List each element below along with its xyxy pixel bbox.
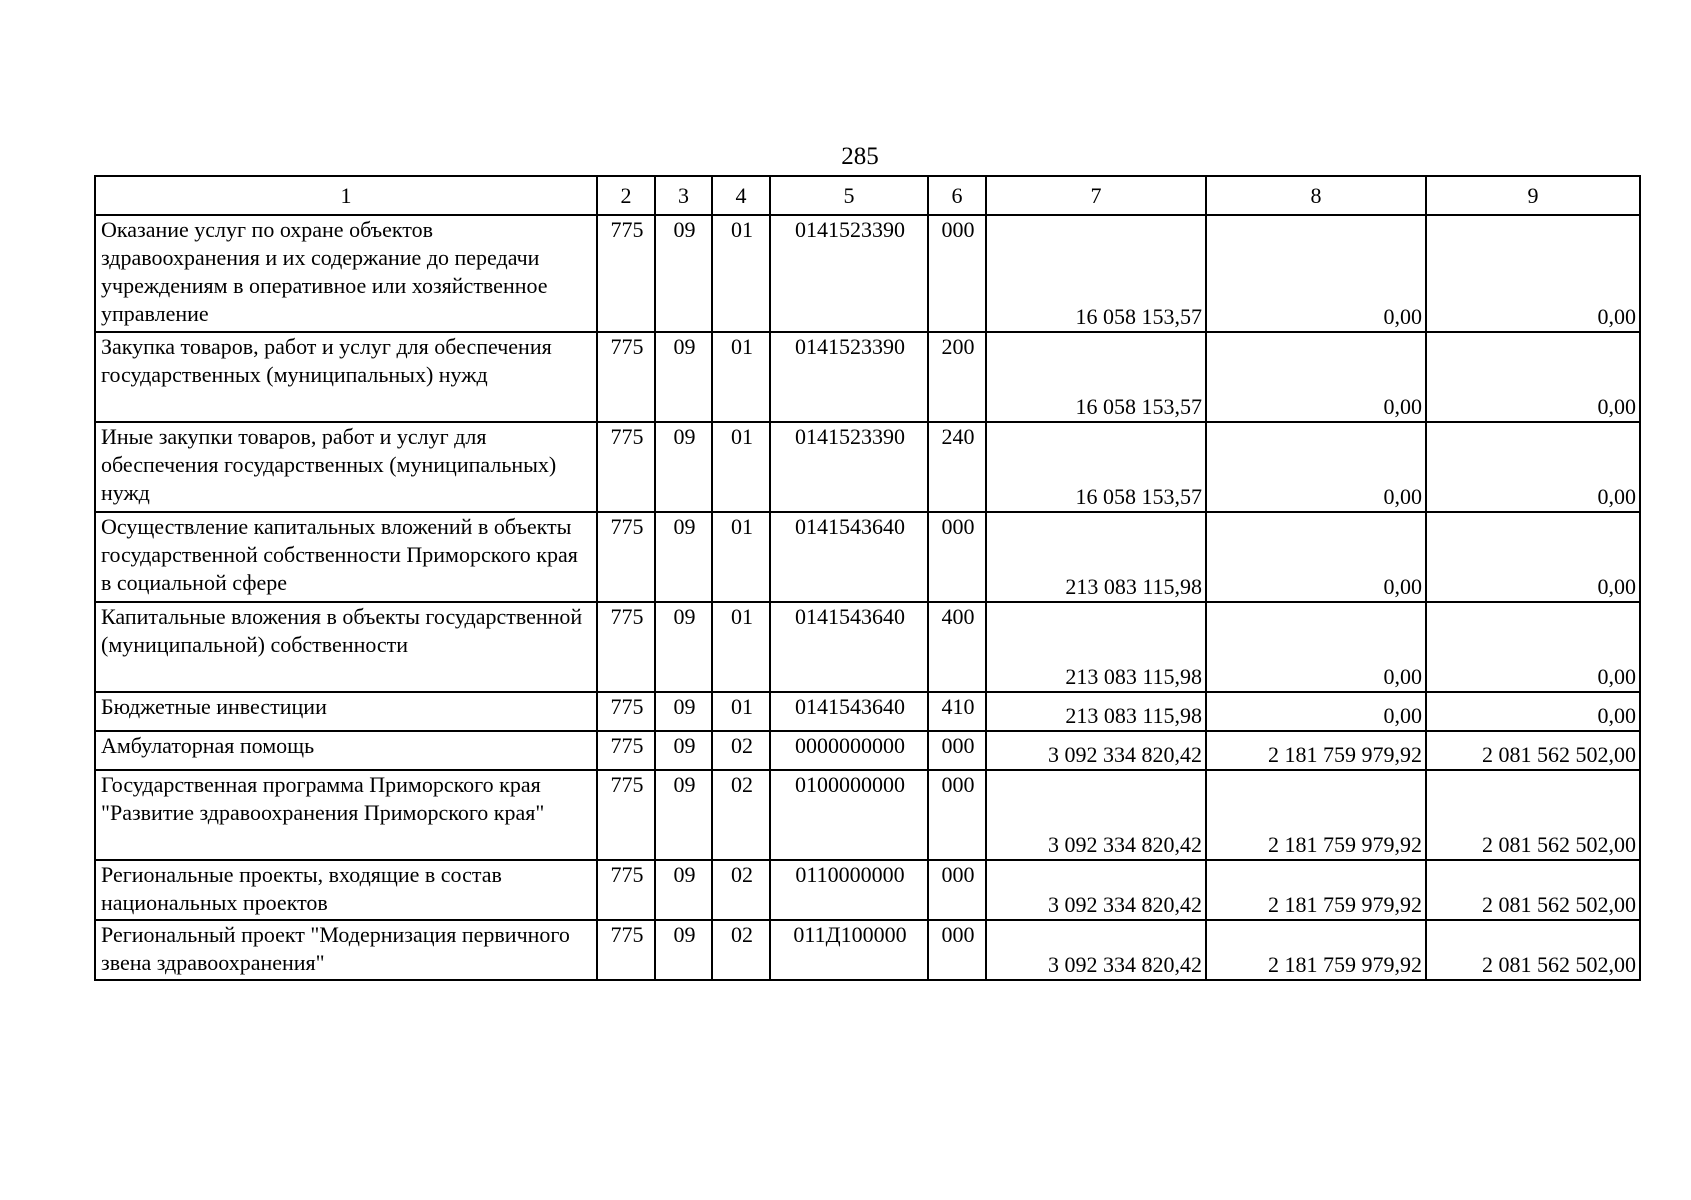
amount-col-7: 3 092 334 820,42 xyxy=(986,770,1206,860)
code-target-article: 0000000000 xyxy=(770,731,928,770)
code-subsection: 01 xyxy=(712,215,770,332)
row-name: Иные закупки товаров, работ и услуг для обеспечения государственных (муниципальных) нужд xyxy=(95,422,597,512)
code-section: 09 xyxy=(655,692,712,731)
column-header: 2 xyxy=(597,176,655,215)
code-target-article: 0141523390 xyxy=(770,422,928,512)
code-ministry: 775 xyxy=(597,512,655,602)
code-ministry: 775 xyxy=(597,731,655,770)
amount-col-9: 2 081 562 502,00 xyxy=(1426,731,1640,770)
code-expense-type: 200 xyxy=(928,332,986,422)
amount-col-7: 3 092 334 820,42 xyxy=(986,731,1206,770)
amount-col-9: 0,00 xyxy=(1426,215,1640,332)
table-row xyxy=(95,920,1640,980)
code-expense-type: 000 xyxy=(928,860,986,920)
amount-col-9: 0,00 xyxy=(1426,512,1640,602)
code-target-article: 0141543640 xyxy=(770,602,928,692)
row-name: Амбулаторная помощь xyxy=(95,731,597,770)
row-name: Государственная программа Приморского края "Развитие здравоохранения Приморского края" xyxy=(95,770,597,860)
code-expense-type: 000 xyxy=(928,920,986,980)
code-ministry: 775 xyxy=(597,920,655,980)
column-header: 8 xyxy=(1206,176,1426,215)
amount-col-9: 2 081 562 502,00 xyxy=(1426,920,1640,980)
code-subsection: 01 xyxy=(712,512,770,602)
code-section: 09 xyxy=(655,860,712,920)
column-header: 6 xyxy=(928,176,986,215)
code-target-article: 0141523390 xyxy=(770,215,928,332)
amount-col-9: 2 081 562 502,00 xyxy=(1426,770,1640,860)
amount-col-8: 0,00 xyxy=(1206,215,1426,332)
amount-col-7: 3 092 334 820,42 xyxy=(986,920,1206,980)
row-name: Осуществление капитальных вложений в объекты государственной собственности Приморского края в социальной сфере xyxy=(95,512,597,602)
amount-col-7: 213 083 115,98 xyxy=(986,602,1206,692)
row-name: Капитальные вложения в объекты государственной (муниципальной) собственности xyxy=(95,602,597,692)
code-expense-type: 410 xyxy=(928,692,986,731)
code-subsection: 01 xyxy=(712,332,770,422)
code-section: 09 xyxy=(655,731,712,770)
code-ministry: 775 xyxy=(597,332,655,422)
code-target-article: 0141523390 xyxy=(770,332,928,422)
code-expense-type: 000 xyxy=(928,770,986,860)
code-expense-type: 000 xyxy=(928,731,986,770)
amount-col-9: 0,00 xyxy=(1426,332,1640,422)
code-section: 09 xyxy=(655,770,712,860)
row-name: Региональные проекты, входящие в состав национальных проектов xyxy=(95,860,597,920)
column-header: 3 xyxy=(655,176,712,215)
amount-col-7: 16 058 153,57 xyxy=(986,422,1206,512)
amount-col-9: 0,00 xyxy=(1426,602,1640,692)
amount-col-8: 0,00 xyxy=(1206,692,1426,731)
column-header: 4 xyxy=(712,176,770,215)
code-subsection: 01 xyxy=(712,422,770,512)
table-row xyxy=(95,422,1640,512)
code-ministry: 775 xyxy=(597,860,655,920)
code-section: 09 xyxy=(655,512,712,602)
amount-col-7: 16 058 153,57 xyxy=(986,332,1206,422)
code-ministry: 775 xyxy=(597,692,655,731)
amount-col-8: 0,00 xyxy=(1206,602,1426,692)
code-subsection: 02 xyxy=(712,731,770,770)
code-section: 09 xyxy=(655,422,712,512)
column-header: 1 xyxy=(95,176,597,215)
code-target-article: 011Д100000 xyxy=(770,920,928,980)
amount-col-9: 2 081 562 502,00 xyxy=(1426,860,1640,920)
column-header: 9 xyxy=(1426,176,1640,215)
code-ministry: 775 xyxy=(597,215,655,332)
row-name: Бюджетные инвестиции xyxy=(95,692,597,731)
code-subsection: 01 xyxy=(712,692,770,731)
amount-col-8: 0,00 xyxy=(1206,332,1426,422)
code-target-article: 0110000000 xyxy=(770,860,928,920)
page-number: 285 xyxy=(841,143,879,170)
column-header: 7 xyxy=(986,176,1206,215)
code-ministry: 775 xyxy=(597,422,655,512)
amount-col-8: 0,00 xyxy=(1206,512,1426,602)
amount-col-8: 2 181 759 979,92 xyxy=(1206,770,1426,860)
table-row xyxy=(95,215,1640,332)
amount-col-9: 0,00 xyxy=(1426,692,1640,731)
row-name: Региональный проект "Модернизация первичного звена здравоохранения" xyxy=(95,920,597,980)
amount-col-7: 16 058 153,57 xyxy=(986,215,1206,332)
code-subsection: 02 xyxy=(712,860,770,920)
amount-col-8: 0,00 xyxy=(1206,422,1426,512)
budget-table xyxy=(94,175,1641,981)
code-ministry: 775 xyxy=(597,602,655,692)
code-section: 09 xyxy=(655,332,712,422)
column-number-row xyxy=(95,176,1640,215)
code-subsection: 02 xyxy=(712,920,770,980)
amount-col-8: 2 181 759 979,92 xyxy=(1206,731,1426,770)
table-row xyxy=(95,770,1640,860)
row-name: Оказание услуг по охране объектов здравоохранения и их содержание до передачи учреждениям в оперативное или хозяйственное управление xyxy=(95,215,597,332)
code-ministry: 775 xyxy=(597,770,655,860)
amount-col-7: 3 092 334 820,42 xyxy=(986,860,1206,920)
table-row xyxy=(95,602,1640,692)
amount-col-8: 2 181 759 979,92 xyxy=(1206,920,1426,980)
table-row xyxy=(95,860,1640,920)
amount-col-7: 213 083 115,98 xyxy=(986,512,1206,602)
code-section: 09 xyxy=(655,920,712,980)
code-target-article: 0141543640 xyxy=(770,692,928,731)
code-expense-type: 000 xyxy=(928,512,986,602)
table-row xyxy=(95,512,1640,602)
code-expense-type: 000 xyxy=(928,215,986,332)
code-expense-type: 400 xyxy=(928,602,986,692)
amount-col-7: 213 083 115,98 xyxy=(986,692,1206,731)
amount-col-9: 0,00 xyxy=(1426,422,1640,512)
code-section: 09 xyxy=(655,215,712,332)
code-target-article: 0100000000 xyxy=(770,770,928,860)
table-row xyxy=(95,332,1640,422)
code-expense-type: 240 xyxy=(928,422,986,512)
code-subsection: 02 xyxy=(712,770,770,860)
column-header: 5 xyxy=(770,176,928,215)
table-row xyxy=(95,692,1640,731)
code-section: 09 xyxy=(655,602,712,692)
amount-col-8: 2 181 759 979,92 xyxy=(1206,860,1426,920)
table-row xyxy=(95,731,1640,770)
code-subsection: 01 xyxy=(712,602,770,692)
code-target-article: 0141543640 xyxy=(770,512,928,602)
row-name: Закупка товаров, работ и услуг для обеспечения государственных (муниципальных) нужд xyxy=(95,332,597,422)
